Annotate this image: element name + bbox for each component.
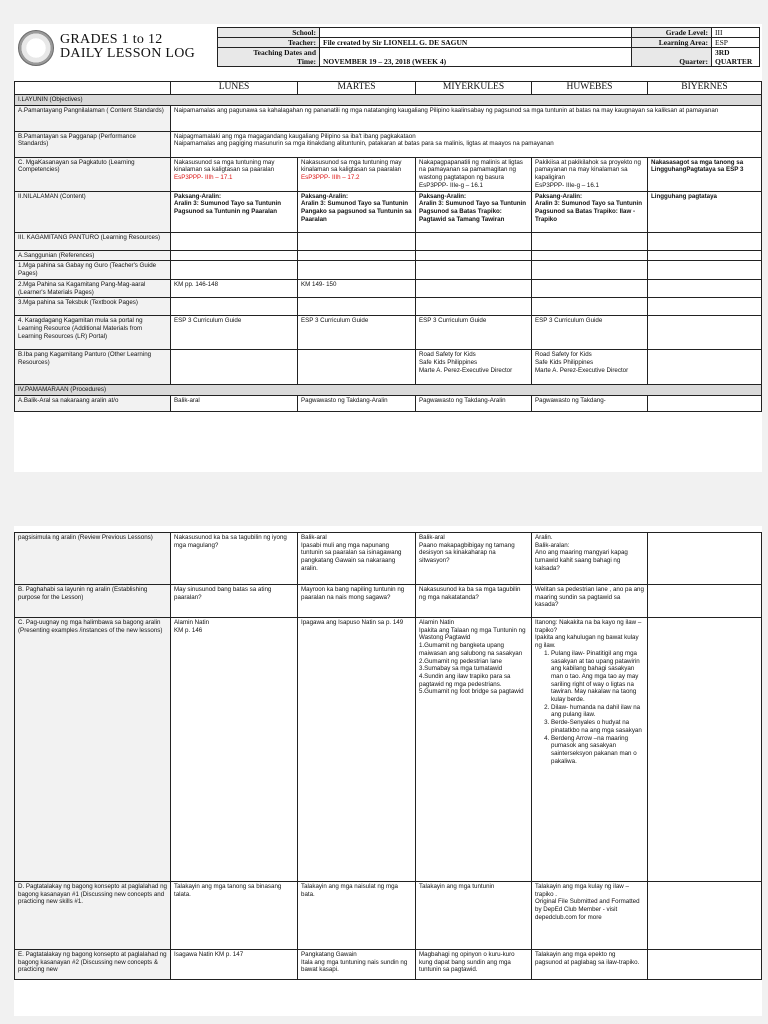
cell-text: Pangkatang Gawain Itala ang mga tuntuning nais sundin ng bawat kasapi. bbox=[301, 951, 408, 974]
teaching-dates-label: Teaching Dates and Time: bbox=[218, 48, 320, 67]
cell-text: ESP 3 Curriculum Guide bbox=[174, 317, 242, 325]
cell-text: KM 149- 150 bbox=[301, 280, 337, 288]
cell-text: Pagwawasto ng Takdang- bbox=[535, 396, 606, 404]
day-cell bbox=[416, 232, 532, 250]
cell-text: Aralin. Balik-aralan: Ano ang maaring mangyari kapag tumawid kahit saang bahagi ng kalsada? bbox=[535, 534, 628, 572]
row-label: A.Sanggunian (References) bbox=[15, 250, 171, 261]
cell-text: Pagwawasto ng Takdang-Aralin bbox=[301, 396, 388, 404]
day-cell bbox=[171, 950, 298, 980]
day-cell bbox=[532, 261, 648, 279]
cell-text: Talakayin ang mga epekto ng pagsunod at paglabag sa ilaw-trapiko. bbox=[535, 951, 640, 966]
day-cell bbox=[648, 157, 762, 191]
cell-text: Road Safety for Kids Safe Kids Philippines Marte A. Perez-Executive Director bbox=[419, 351, 513, 374]
day-cell bbox=[171, 191, 298, 232]
day-cell bbox=[416, 882, 532, 950]
header-martes: MARTES bbox=[298, 82, 416, 95]
cell-text: Mayroon ka bang napiling tuntunin ng paaralan na nais mong sagawa? bbox=[301, 586, 405, 601]
list-item: 4. Berdeng Arrow –na maaring pumasok ang sasakyan sainterseksyon pakanan man o pakaliwa. bbox=[551, 735, 644, 766]
day-cell bbox=[171, 250, 298, 261]
day-cell bbox=[298, 261, 416, 279]
day-cell bbox=[298, 395, 416, 411]
cell-text: Road Safety for Kids Safe Kids Philippines Marte A. Perez-Executive Director bbox=[535, 351, 629, 374]
table-row bbox=[15, 105, 762, 131]
cell-text: Talakayin ang mga kulay ng ilaw –trapiko . Original File Submitted and Formatted by DepEd Club Member - visit depedclub.com for more bbox=[535, 883, 640, 921]
day-cell bbox=[416, 191, 532, 232]
header-huwebes: HUWEBES bbox=[532, 82, 648, 95]
header-miyerkules: MIYERKULES bbox=[416, 82, 532, 95]
row-label: E. Pagtatalakay ng bagong konsepto at paglalahad ng bagong kasanayan #2 (Discussing new concepts & practicing new bbox=[15, 950, 171, 980]
cell-text: Talakayin ang mga tanong sa binasang talata. bbox=[174, 883, 282, 898]
lesson-log-page-2 bbox=[14, 526, 762, 1016]
row-label: A.Balik-Aral sa nakaraang aralin at/o bbox=[15, 395, 171, 411]
day-cell bbox=[532, 298, 648, 316]
row-label: B. Paghahabi sa layunin ng aralin (Establishing purpose for the Lesson) bbox=[15, 585, 171, 618]
day-cell bbox=[416, 279, 532, 297]
competency-code: EsP3PPP- IIIh – 17.2 bbox=[301, 174, 360, 182]
header-blank bbox=[15, 82, 171, 95]
day-cell bbox=[416, 395, 532, 411]
cell-text: Paksang-Aralin: Aralin 3: Sumunod Tayo sa Tuntunin Pagsunod sa Batas Trapiko: Pagtawid sa Tamang Tawiran bbox=[419, 192, 527, 223]
day-cell bbox=[532, 316, 648, 350]
cell-text: Balik-aral Paano makapagbibigay ng tamang desisyon sa kinakaharap na sitwasyon? bbox=[419, 534, 515, 565]
day-cell bbox=[171, 279, 298, 297]
cell-text: Nakasusunod sa mga tuntuning may kinalaman sa kaligtasan sa paaralan bbox=[174, 158, 275, 174]
day-cell bbox=[171, 533, 298, 585]
day-cell bbox=[171, 232, 298, 250]
table-row bbox=[15, 533, 762, 585]
table-row bbox=[15, 191, 762, 232]
day-cell bbox=[416, 950, 532, 980]
day-cell bbox=[648, 533, 762, 585]
table-row bbox=[15, 618, 762, 882]
cell-text: Balik-aral Ipasabi muli ang mga napunang tuntunin sa paaralan sa isinagawang pangkatang Gawain sa nakaraang aralin. bbox=[301, 534, 402, 572]
day-cell bbox=[416, 350, 532, 385]
day-cell bbox=[416, 618, 532, 882]
learning-area-label: Learning Area: bbox=[632, 38, 712, 48]
day-cell bbox=[298, 533, 416, 585]
day-cell bbox=[532, 279, 648, 297]
teacher-value: File created by Sir LIONELL G. DE SAGUN bbox=[320, 38, 632, 48]
day-cell bbox=[298, 882, 416, 950]
day-cell bbox=[648, 585, 762, 618]
row-content: Naipagmamalaki ang mga magagandang kaugaliang Pilipino sa iba't ibang pagkakataon Naipamamalas ang pagiging masunurin sa mga itinakdang alituntunin, patakaran at batas para sa malinis, ligtas at maayos na pamayanan bbox=[171, 131, 762, 157]
table-row bbox=[15, 395, 762, 411]
day-cell bbox=[298, 618, 416, 882]
day-cell bbox=[298, 350, 416, 385]
competency-code: EsP3PPP- IIIe-g – 16.1 bbox=[419, 181, 483, 189]
cell-text: Magbahagi ng opinyon o kuru-kuro kung dapat bang sundin ang mga tuntunin sa pagtawid. bbox=[419, 951, 515, 974]
cell-text: Pagwawasto ng Takdang-Aralin bbox=[419, 396, 506, 404]
cell-text: Lingguhang pagtataya bbox=[651, 192, 718, 200]
day-cell bbox=[416, 157, 532, 191]
title-line-1: GRADES 1 to 12 bbox=[60, 32, 163, 47]
day-cell bbox=[298, 585, 416, 618]
day-cell bbox=[532, 585, 648, 618]
cell-text: Nakapagpapanatili ng malinis at ligtas na pamayanan sa pamamagitan ng wastong pagtatapon ng basura bbox=[419, 158, 523, 182]
row-label: A.Pamantayang Pangnilalaman ( Content Standards) bbox=[15, 105, 171, 131]
day-cell bbox=[298, 250, 416, 261]
quarter-value: 3RD QUARTER bbox=[712, 48, 760, 67]
cell-text: ESP 3 Curriculum Guide bbox=[419, 317, 487, 325]
competency-code: EsP3PPP- IIIe-g – 16.1 bbox=[535, 181, 599, 189]
cell-text: Paksang-Aralin: Aralin 3: Sumunod Tayo sa Tuntunin Pangako sa pagsunod sa Tuntunin sa Paaralan bbox=[301, 192, 412, 223]
row-content: Naipamamalas ang pagunawa sa kahalagahan ng pananatili ng mga natatanging kaugaliang Pilipino kaalinsabay ng pagsunod sa mga tuntunin at batas na may kaugnayan sa kaliksan at pamayanan bbox=[171, 105, 762, 131]
table-row bbox=[15, 232, 762, 250]
cell-text: ESP 3 Curriculum Guide bbox=[301, 317, 369, 325]
day-cell bbox=[171, 261, 298, 279]
document-header bbox=[14, 24, 762, 72]
row-label: B.Pamantayan sa Pagganap (Performance Standards) bbox=[15, 131, 171, 157]
day-cell bbox=[298, 316, 416, 350]
table-row bbox=[15, 882, 762, 950]
competency-code: EsP3PPP- IIIh – 17.1 bbox=[174, 174, 233, 182]
day-cell bbox=[416, 585, 532, 618]
cell-text: ESP 3 Curriculum Guide bbox=[535, 317, 603, 325]
day-cell bbox=[171, 157, 298, 191]
day-cell bbox=[171, 316, 298, 350]
day-cell bbox=[416, 250, 532, 261]
list-item: 1. Pulang ilaw- Pinatitigil ang mga sasakyan at tao upang patawirin ang kabilang bahagi sasakyan man o tao. Ang mga tao ay may sariling right of way o ligtas na tawiran. May nakalaw na taong kulay berde. bbox=[551, 650, 644, 704]
row-label: B.Iba pang Kagamitang Panturo (Other Learning Resources) bbox=[15, 350, 171, 385]
row-label: 4. Karagdagang Kagamitan mula sa portal ng Learning Resource (Additional Materials from Learning Resources (LR) Portal) bbox=[15, 316, 171, 350]
cell-text: Balik-aral bbox=[174, 396, 200, 404]
section-heading: I.LAYUNIN (Objectives) bbox=[15, 95, 762, 106]
table-row bbox=[15, 250, 762, 261]
header-info-table bbox=[217, 27, 760, 67]
day-cell bbox=[532, 950, 648, 980]
table-row bbox=[15, 585, 762, 618]
lesson-log-page-1 bbox=[14, 24, 762, 472]
cell-text: Isagawa Natin KM p. 147 bbox=[174, 951, 244, 958]
table-row bbox=[15, 279, 762, 297]
learning-area-value: ESP bbox=[712, 38, 760, 48]
day-cell bbox=[648, 618, 762, 882]
day-cell bbox=[416, 316, 532, 350]
day-cell bbox=[532, 618, 648, 882]
day-cell bbox=[298, 279, 416, 297]
header-lunes: LUNES bbox=[171, 82, 298, 95]
school-value bbox=[320, 28, 632, 38]
day-cell bbox=[298, 157, 416, 191]
cell-text: Alamin Natin KM p. 146 bbox=[174, 619, 210, 634]
lesson-log-table-continued bbox=[14, 532, 762, 980]
table-row bbox=[15, 298, 762, 316]
deped-seal-icon bbox=[18, 30, 54, 66]
cell-text: May sinusunod bang batas sa ating paaralan? bbox=[174, 586, 272, 601]
day-cell bbox=[532, 533, 648, 585]
row-label: II.NILALAMAN (Content) bbox=[15, 191, 171, 232]
teaching-dates-value: NOVEMBER 19 – 23, 2018 (WEEK 4) bbox=[320, 48, 632, 67]
day-cell bbox=[648, 250, 762, 261]
day-cell bbox=[532, 250, 648, 261]
day-cell bbox=[298, 232, 416, 250]
day-cell bbox=[648, 261, 762, 279]
list-item: 2. Dilaw- humanda na dahil ilaw na ang pulang ilaw. bbox=[551, 704, 644, 719]
quarter-label: Quarter: bbox=[632, 48, 712, 67]
cell-text: Pakikiisa at pakikilahok sa proyekto ng pamayanan na may kinalaman sa kapaligiran bbox=[535, 158, 641, 182]
day-cell bbox=[298, 950, 416, 980]
teacher-label: Teacher: bbox=[218, 38, 320, 48]
document-title bbox=[60, 33, 195, 61]
cell-text: Paksang-Aralin: Aralin 3: Sumunod Tayo sa Tuntunin Pagsunod sa Tuntunin ng Paaralan bbox=[174, 192, 282, 216]
cell-text: Paksang-Aralin: Aralin 3: Sumunod Tayo sa Tuntunin Pagsunod sa Batas Trapiko: Ilaw -Trapiko bbox=[535, 192, 643, 223]
title-line-2: DAILY LESSON LOG bbox=[60, 46, 196, 61]
row-label: C. MgaKasanayan sa Pagkatuto (Learning Competencies) bbox=[15, 157, 171, 191]
day-cell bbox=[532, 350, 648, 385]
weekday-header-row bbox=[15, 82, 762, 95]
table-row bbox=[15, 131, 762, 157]
row-label: III. KAGAMITANG PANTURO (Learning Resources) bbox=[15, 232, 171, 250]
cell-text: Alamin Natin Ipakita ang Talaan ng mga Tuntunin ng Wastong Pagtawid 1.Gumamit ng bangketa upang maiwasan ang salubong na sasakyan 2.Gumamit ng pedestrian lane 3.Sumabay sa mga tumatawid 4.Sundin ang ilaw trapiko para sa pagtawid ng mga pedestrians. 5.Gumamit ng foot bridge sa pagtawid bbox=[419, 619, 526, 696]
day-cell bbox=[171, 618, 298, 882]
day-cell bbox=[171, 298, 298, 316]
section-heading: IV.PAMAMARAAN (Procedures) bbox=[15, 385, 762, 396]
table-row bbox=[15, 385, 762, 396]
row-label: 2.Mga Pahina sa Kagamitang Pang-Mag-aaral (Learner's Materials Pages) bbox=[15, 279, 171, 297]
day-cell bbox=[648, 882, 762, 950]
day-cell bbox=[171, 350, 298, 385]
day-cell bbox=[532, 157, 648, 191]
traffic-light-list bbox=[535, 650, 644, 766]
day-cell bbox=[532, 882, 648, 950]
day-cell bbox=[532, 232, 648, 250]
day-cell bbox=[648, 279, 762, 297]
cell-text: Nakasusunod ka ba sa tagubilin ng iyong mga magulang? bbox=[174, 534, 287, 549]
grade-level-value: III bbox=[712, 28, 760, 38]
cell-text: Nakasusunod sa mga tuntuning may kinalaman sa kaligtasan sa paaralan bbox=[301, 158, 402, 174]
day-cell bbox=[171, 395, 298, 411]
day-cell bbox=[532, 191, 648, 232]
cell-text: Ipagawa ang Isapuso Natin sa p. 149 bbox=[301, 619, 404, 626]
list-item: 3. Berde-Senyales o hudyat na pinatatkbo na ang mga sasakyan bbox=[551, 719, 644, 734]
day-cell bbox=[648, 395, 762, 411]
day-cell bbox=[648, 191, 762, 232]
day-cell bbox=[298, 191, 416, 232]
day-cell bbox=[298, 298, 416, 316]
day-cell bbox=[648, 316, 762, 350]
header-biyernes: BIYERNES bbox=[648, 82, 762, 95]
cell-text: Itanong: Nakakita na ba kayo ng ilaw –trapiko? Ipakita ang kahulugan ng bawat kulay ng ilaw. bbox=[535, 619, 642, 650]
row-label: 1.Mga pahina sa Gabay ng Guro (Teacher's Guide Pages) bbox=[15, 261, 171, 279]
day-cell bbox=[648, 232, 762, 250]
table-row bbox=[15, 950, 762, 980]
cell-text: KM pp. 146-148 bbox=[174, 280, 219, 288]
day-cell bbox=[416, 533, 532, 585]
cell-text: Talakayin ang mga tuntunin bbox=[419, 883, 495, 890]
day-cell bbox=[648, 950, 762, 980]
day-cell bbox=[532, 395, 648, 411]
row-label: 3.Mga pahina sa Teksbuk (Textbook Pages) bbox=[15, 298, 171, 316]
day-cell bbox=[171, 585, 298, 618]
cell-text: Welitan sa pedestrian lane , ano pa ang maaring sundin sa pagtawid sa kasada? bbox=[535, 586, 644, 609]
cell-text: Nakasusunod ka ba sa mga tagubilin ng mga nakatatanda? bbox=[419, 586, 521, 601]
row-label: pagsisimula ng aralin (Review Previous Lessons) bbox=[15, 533, 171, 585]
table-row bbox=[15, 95, 762, 106]
row-label: C. Pag-uugnay ng mga halimbawa sa bagong aralin (Presenting examples /instances of the new lessons) bbox=[15, 618, 171, 882]
day-cell bbox=[416, 298, 532, 316]
cell-text: Talakayin ang mga naisulat ng mga bata. bbox=[301, 883, 398, 898]
grade-level-label: Grade Level: bbox=[632, 28, 712, 38]
table-row bbox=[15, 261, 762, 279]
day-cell bbox=[648, 350, 762, 385]
day-cell bbox=[416, 261, 532, 279]
cell-text: Nakasasagot sa mga tanong sa LingguhangPagtataya sa ESP 3 bbox=[651, 158, 744, 174]
row-label: D. Pagtatalakay ng bagong konsepto at paglalahad ng bagong kasanayan #1 (Discussing new concepts and practicing new skills #1. bbox=[15, 882, 171, 950]
lesson-log-table bbox=[14, 81, 762, 412]
school-label: School: bbox=[218, 28, 320, 38]
table-row bbox=[15, 316, 762, 350]
day-cell bbox=[171, 882, 298, 950]
table-row bbox=[15, 157, 762, 191]
day-cell bbox=[648, 298, 762, 316]
table-row bbox=[15, 350, 762, 385]
